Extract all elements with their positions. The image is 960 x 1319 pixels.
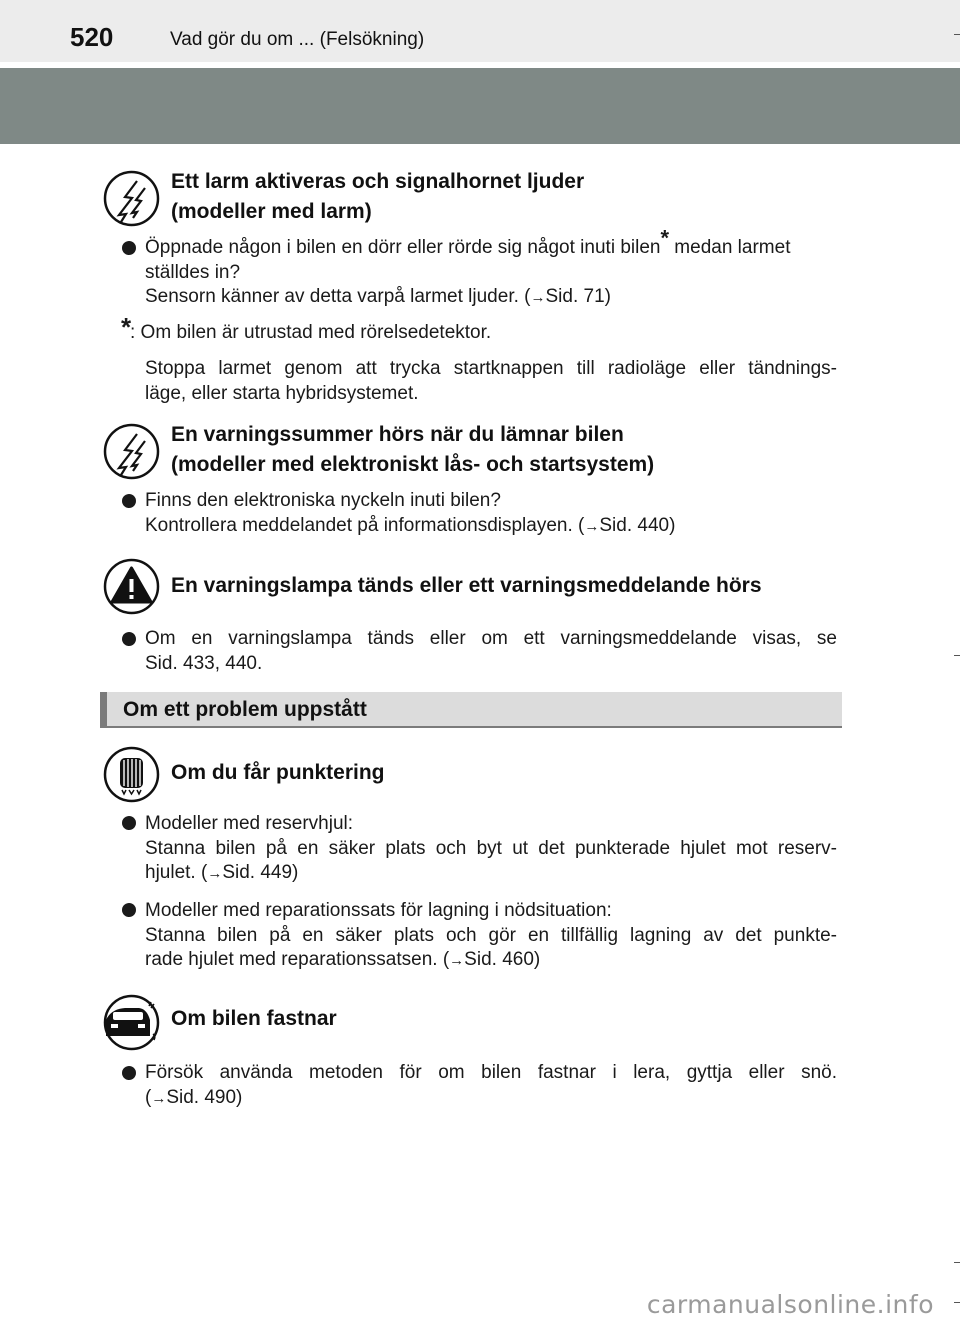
text: läge, eller starta hybridsystemet. [145, 382, 419, 404]
margin-tick [954, 34, 960, 35]
bullet-icon [122, 903, 136, 917]
text: Modeller med reservhjul: [145, 813, 354, 834]
puncture-bullet-2 [145, 899, 837, 974]
text: Försök använda metoden för om bilen fastnar i lera, gyttja eller snö. [145, 1062, 837, 1083]
text: Stoppa larmet genom att trycka startknappen till radioläge eller tändnings- [145, 358, 837, 379]
section-header-title: Om ett problem uppstått [123, 698, 367, 721]
text: Sid. 433, 440. [145, 652, 263, 674]
footnote-paragraph [145, 357, 837, 406]
text: hjulet. ( [145, 862, 208, 883]
arrow-icon: → [449, 952, 465, 969]
text: medan larmet [669, 237, 791, 258]
asterisk: * [660, 225, 670, 251]
margin-tick [954, 1262, 960, 1263]
section-title-puncture: Om du får punktering [171, 761, 385, 784]
section-title-stuck: Om bilen fastnar [171, 1007, 337, 1030]
text: Öppnade någon i bilen en dörr eller rörde sig något inuti bilen [145, 237, 661, 258]
section-title-buzzer [171, 420, 654, 480]
arrow-icon: → [151, 1089, 167, 1107]
text: Om en varningslampa tänds eller om ett varningsmeddelande visas, se [145, 628, 837, 649]
warning-lightning-icon [103, 423, 160, 480]
page-ref-link[interactable]: Sid. 71) [545, 286, 611, 307]
arrow-icon: → [207, 865, 223, 882]
bullet-icon [122, 632, 136, 646]
arrow-icon: → [530, 289, 546, 306]
text: Modeller med reparationssats för lagning i nödsituation: [145, 900, 612, 921]
text: Sensorn känner av detta varpå larmet ljuder. ( [145, 286, 531, 307]
watermark: carmanualsonline.info [646, 1290, 934, 1319]
page-number: 520 [70, 22, 114, 52]
margin-tick [954, 1302, 960, 1303]
text: Finns den elektroniska nyckeln inuti bilen? [145, 490, 501, 511]
puncture-bullet-1 [145, 812, 837, 887]
top-strip [0, 0, 960, 62]
footnote-asterisk: * [121, 312, 132, 342]
title-line: Ett larm aktiveras och signalhornet ljuder [171, 170, 585, 193]
bullet-icon [122, 494, 136, 508]
page-ref-link[interactable]: Sid. 440) [599, 514, 676, 536]
bullet-icon [122, 816, 136, 830]
page-ref-link[interactable]: Sid. 449) [222, 862, 299, 883]
footnote-text: : Om bilen är utrustad med rörelsedetektor. [130, 322, 492, 343]
bullet-icon [122, 241, 136, 255]
section-title-alarm [171, 167, 584, 227]
warning-triangle-icon [103, 558, 160, 615]
text: Kontrollera meddelandet på informationsdisplayen. ( [145, 514, 585, 536]
chapter-title: Vad gör du om ... (Felsökning) [170, 29, 425, 50]
margin-tick [954, 655, 960, 656]
warning-lightning-icon [103, 170, 160, 227]
stuck-bullet-1 [145, 1061, 837, 1111]
alarm-bullet-1 [145, 225, 837, 311]
header-band [0, 68, 960, 144]
title-line: En varningssummer hörs när du lämnar bilen [171, 423, 624, 446]
arrow-icon: → [584, 517, 600, 535]
page-ref-link[interactable]: Sid. 460) [464, 949, 541, 970]
section-title-warning-light: En varningslampa tänds eller ett varningsmeddelande hörs [171, 574, 762, 597]
text: ( [145, 1086, 152, 1108]
stuck-car-icon [103, 994, 160, 1051]
text: rade hjulet med reparationssatsen. ( [145, 949, 450, 970]
warning-light-bullet-1 [145, 627, 837, 676]
text: ställdes in? [145, 261, 241, 283]
bullet-icon [122, 1066, 136, 1080]
title-line: (modeller med larm) [171, 200, 372, 223]
page-ref-link[interactable]: Sid. 490) [166, 1086, 243, 1108]
text: Stanna bilen på en säker plats och gör en tillfällig lagning av det punkte- [145, 924, 837, 946]
buzzer-bullet-1 [145, 489, 837, 539]
section-header-bar [100, 692, 842, 728]
title-line: (modeller med elektroniskt lås- och startsystem) [171, 453, 655, 476]
text: Stanna bilen på en säker plats och byt ut det punkterade hjulet mot reserv- [145, 837, 837, 859]
flat-tire-icon [103, 746, 160, 803]
